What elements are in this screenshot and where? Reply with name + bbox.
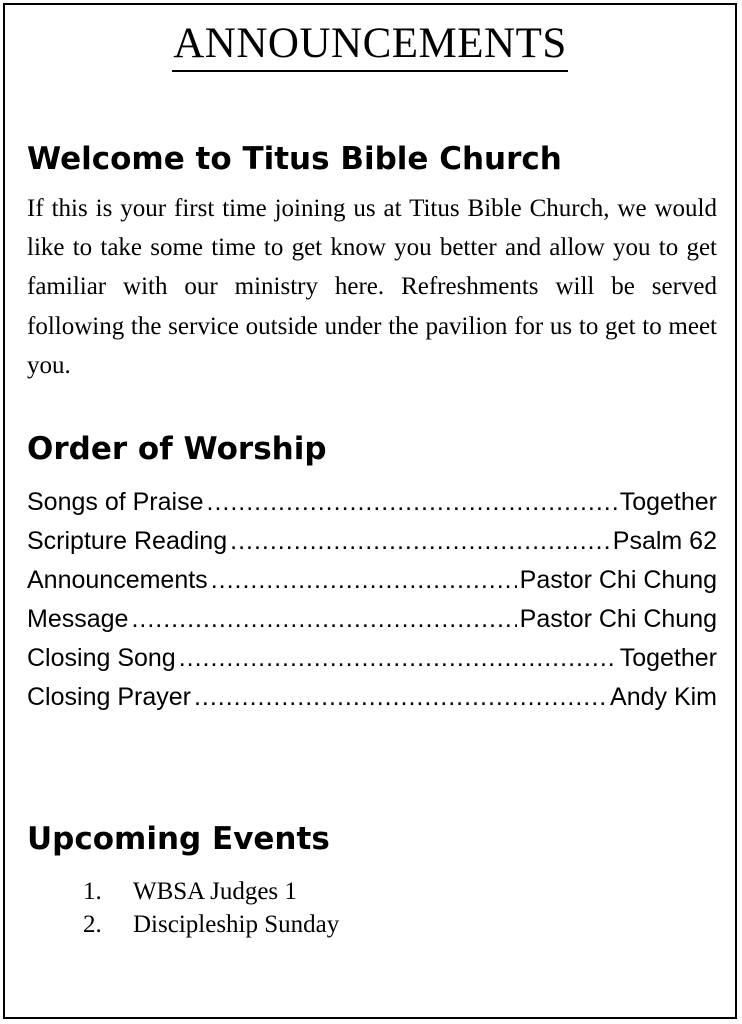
announcement-page (3, 3, 737, 1019)
worship-leader: Pastor Chi Chung (519, 566, 717, 594)
worship-leader: Pastor Chi Chung (519, 605, 717, 633)
worship-row (27, 639, 717, 678)
worship-leader: Psalm 62 (612, 527, 717, 555)
worship-leader: Together (619, 488, 717, 516)
upcoming-events-list (27, 875, 339, 941)
dot-leader (194, 678, 607, 717)
dot-leader (230, 522, 610, 561)
worship-row (27, 522, 717, 561)
worship-leader: Andy Kim (610, 683, 717, 711)
event-item (27, 908, 339, 941)
worship-row (27, 600, 717, 639)
event-number: 1. (83, 878, 102, 905)
worship-heading: Order of Worship (27, 431, 327, 467)
worship-item: Message (27, 605, 129, 633)
welcome-body: If this is your first time joining us at Titus Bible Church, we would like to take some time to get know you better and allow you to get familiar with our ministry here. Refreshments will be served following the service outside under the pavilion for us to get to meet you. (27, 195, 717, 379)
worship-row (27, 483, 717, 522)
worship-row (27, 561, 717, 600)
worship-item: Scripture Reading (27, 527, 228, 555)
event-number: 2. (83, 911, 102, 938)
event-item (27, 875, 339, 908)
worship-item: Closing Song (27, 644, 176, 672)
worship-leader: Together (619, 644, 717, 672)
dot-leader (179, 639, 617, 678)
page-title: ANNOUNCEMENTS (172, 19, 568, 72)
worship-item: Announcements (27, 566, 208, 594)
event-label: WBSA Judges 1 (133, 878, 297, 905)
worship-item: Songs of Praise (27, 488, 204, 516)
worship-row (27, 678, 717, 717)
order-of-worship-list (27, 483, 717, 717)
welcome-heading: Welcome to Titus Bible Church (27, 141, 562, 177)
events-heading: Upcoming Events (27, 821, 330, 857)
event-label: Discipleship Sunday (133, 911, 340, 938)
header (5, 19, 735, 72)
worship-item: Closing Prayer (27, 683, 191, 711)
dot-leader (131, 600, 516, 639)
dot-leader (207, 483, 617, 522)
dot-leader (211, 561, 517, 600)
